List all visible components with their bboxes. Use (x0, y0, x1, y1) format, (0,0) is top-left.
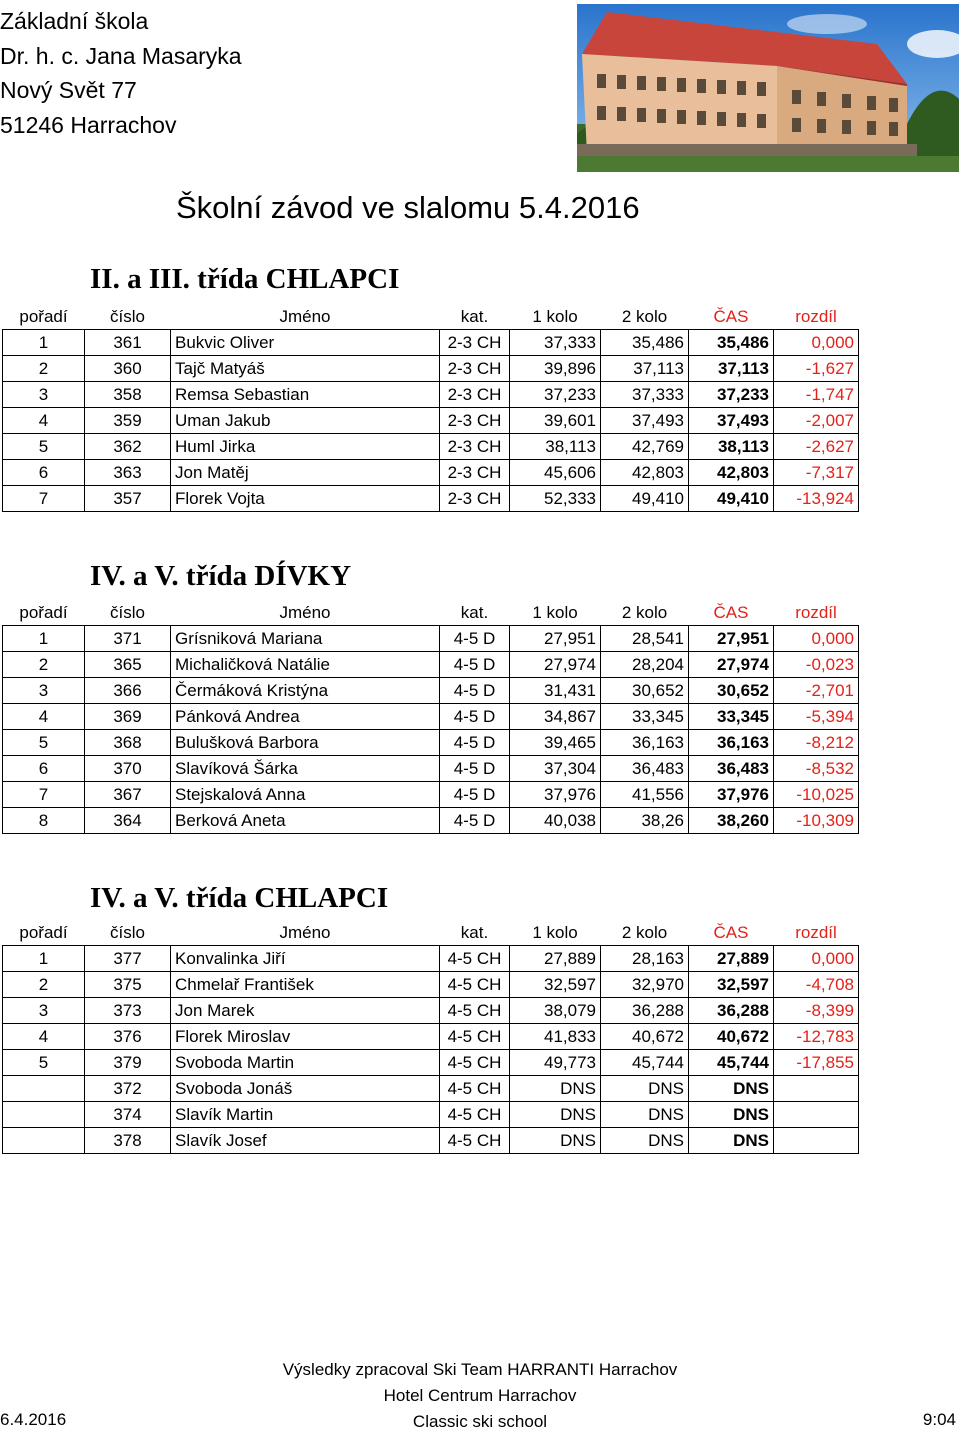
cell-run1: DNS (510, 1128, 601, 1154)
cell-name: Florek Vojta (171, 486, 440, 512)
cell-number: 366 (85, 678, 171, 704)
col-header-name: Jméno (279, 602, 331, 622)
cell-category: 4-5 D (440, 808, 510, 834)
cell-rank: 1 (3, 626, 85, 652)
cell-category: 4-5 CH (440, 946, 510, 972)
cell-number: 370 (85, 756, 171, 782)
school-building-illustration (577, 4, 959, 172)
col-header-run2: 2 kolo (621, 306, 668, 326)
cell-number: 374 (85, 1102, 171, 1128)
table-row (3, 808, 859, 834)
cell-run2: 49,410 (601, 486, 689, 512)
cell-run1: 32,597 (510, 972, 601, 998)
cell-number: 363 (85, 460, 171, 486)
cell-category: 4-5 CH (440, 1128, 510, 1154)
cell-run2: DNS (601, 1128, 689, 1154)
cell-time: 27,951 (689, 626, 774, 652)
cell-number: 375 (85, 972, 171, 998)
cell-difference: -1,747 (774, 382, 859, 408)
cell-run1: 27,889 (510, 946, 601, 972)
cell-rank: 5 (3, 730, 85, 756)
cell-run1: 39,896 (510, 356, 601, 382)
table-row (3, 1102, 859, 1128)
footer-sponsor: Classic ski school (412, 1412, 548, 1431)
col-header-category: kat. (460, 602, 489, 622)
cell-run1: 34,867 (510, 704, 601, 730)
cell-difference: -8,532 (774, 756, 859, 782)
cell-run2: 41,556 (601, 782, 689, 808)
cell-difference: -10,025 (774, 782, 859, 808)
section-title: IV. a V. třída CHLAPCI (90, 882, 389, 914)
cell-number: 378 (85, 1128, 171, 1154)
cell-name: Jon Matěj (171, 460, 440, 486)
cell-run1: 38,113 (510, 434, 601, 460)
cell-rank: 7 (3, 486, 85, 512)
cell-run2: 45,744 (601, 1050, 689, 1076)
cell-run1: 39,601 (510, 408, 601, 434)
table-row (3, 652, 859, 678)
table-row (3, 330, 859, 356)
cell-number: 373 (85, 998, 171, 1024)
cell-category: 4-5 D (440, 756, 510, 782)
cell-name: Uman Jakub (171, 408, 440, 434)
school-address (0, 4, 242, 142)
cell-category: 4-5 D (440, 678, 510, 704)
col-header-category: kat. (460, 922, 489, 942)
cell-category: 2-3 CH (440, 408, 510, 434)
cell-difference: -2,627 (774, 434, 859, 460)
cell-category: 4-5 D (440, 652, 510, 678)
col-header-time: ČAS (713, 602, 749, 622)
school-street: Nový Svět 77 (0, 77, 137, 103)
cell-number: 379 (85, 1050, 171, 1076)
cell-time: 36,483 (689, 756, 774, 782)
cell-run2: 35,486 (601, 330, 689, 356)
cell-difference: -5,394 (774, 704, 859, 730)
cell-time: 37,113 (689, 356, 774, 382)
cell-time: 38,260 (689, 808, 774, 834)
cell-name: Bukvic Oliver (171, 330, 440, 356)
cell-category: 2-3 CH (440, 356, 510, 382)
cell-rank: 2 (3, 972, 85, 998)
cell-run2: 38,26 (601, 808, 689, 834)
cell-category: 4-5 CH (440, 998, 510, 1024)
cell-name: Svoboda Jonáš (171, 1076, 440, 1102)
cell-run1: 37,333 (510, 330, 601, 356)
cell-name: Remsa Sebastian (171, 382, 440, 408)
table-row (3, 1024, 859, 1050)
cell-time: 30,652 (689, 678, 774, 704)
col-header-rank: pořadí (19, 602, 68, 622)
cell-time: DNS (689, 1102, 774, 1128)
results-table (2, 304, 859, 512)
cell-category: 2-3 CH (440, 486, 510, 512)
col-header-name: Jméno (279, 922, 331, 942)
cell-run2: 32,970 (601, 972, 689, 998)
cell-run1: 27,974 (510, 652, 601, 678)
cell-run2: 42,803 (601, 460, 689, 486)
cell-run1: 31,431 (510, 678, 601, 704)
cell-rank (3, 1128, 85, 1154)
cell-difference: 0,000 (774, 946, 859, 972)
cell-time: DNS (689, 1076, 774, 1102)
table-row (3, 756, 859, 782)
cell-rank: 4 (3, 1024, 85, 1050)
cell-number: 371 (85, 626, 171, 652)
table-row (3, 408, 859, 434)
col-header-name: Jméno (279, 306, 331, 326)
col-header-difference: rozdíl (795, 602, 837, 622)
cell-category: 4-5 CH (440, 1076, 510, 1102)
table-body (3, 330, 859, 512)
table-row (3, 972, 859, 998)
cell-run1: 41,833 (510, 1024, 601, 1050)
table-header-row (3, 920, 859, 946)
section-title: IV. a V. třída DÍVKY (90, 560, 352, 592)
cell-number: 369 (85, 704, 171, 730)
cell-rank: 4 (3, 408, 85, 434)
col-header-number: číslo (110, 922, 145, 942)
cell-difference: -0,023 (774, 652, 859, 678)
cell-difference: -7,317 (774, 460, 859, 486)
cell-difference: -8,399 (774, 998, 859, 1024)
cell-name: Slavíková Šárka (171, 756, 440, 782)
table-row (3, 730, 859, 756)
cell-difference: -4,708 (774, 972, 859, 998)
cell-time: DNS (689, 1128, 774, 1154)
table-row (3, 1076, 859, 1102)
cell-run1: 37,304 (510, 756, 601, 782)
cell-number: 364 (85, 808, 171, 834)
cell-time: 37,233 (689, 382, 774, 408)
cell-run2: 37,333 (601, 382, 689, 408)
cell-name: Huml Jirka (171, 434, 440, 460)
col-header-rank: pořadí (19, 306, 68, 326)
col-header-run1: 1 kolo (532, 922, 578, 942)
cell-category: 2-3 CH (440, 434, 510, 460)
table-row (3, 946, 859, 972)
cell-name: Slavík Josef (171, 1128, 440, 1154)
cell-name: Tajč Matyáš (171, 356, 440, 382)
cell-category: 4-5 D (440, 782, 510, 808)
cell-number: 367 (85, 782, 171, 808)
cell-run2: 42,769 (601, 434, 689, 460)
cell-name: Jon Marek (171, 998, 440, 1024)
cell-category: 4-5 CH (440, 1024, 510, 1050)
cell-category: 4-5 CH (440, 1102, 510, 1128)
cell-name: Chmelař František (171, 972, 440, 998)
cell-rank: 5 (3, 434, 85, 460)
school-building-photo (577, 4, 959, 172)
cell-time: 49,410 (689, 486, 774, 512)
cell-run1: 37,976 (510, 782, 601, 808)
cell-run1: 52,333 (510, 486, 601, 512)
cell-difference (774, 1128, 859, 1154)
cell-category: 2-3 CH (440, 460, 510, 486)
footer-date: 6.4.2016 (0, 1410, 67, 1429)
cell-rank: 7 (3, 782, 85, 808)
cell-rank: 8 (3, 808, 85, 834)
cell-time: 37,976 (689, 782, 774, 808)
cell-difference: -13,924 (774, 486, 859, 512)
cell-run1: 38,079 (510, 998, 601, 1024)
results-table (2, 920, 859, 1154)
school-name-line: Dr. h. c. Jana Masaryka (0, 42, 242, 69)
table-row (3, 998, 859, 1024)
col-header-run2: 2 kolo (621, 922, 668, 942)
cell-difference: 0,000 (774, 626, 859, 652)
cell-rank: 2 (3, 652, 85, 678)
cell-number: 368 (85, 730, 171, 756)
cell-time: 36,163 (689, 730, 774, 756)
cell-difference (774, 1102, 859, 1128)
table-row (3, 486, 859, 512)
cell-number: 376 (85, 1024, 171, 1050)
cell-difference: -1,627 (774, 356, 859, 382)
cell-number: 377 (85, 946, 171, 972)
footer-sponsor: Hotel Centrum Harrachov (383, 1386, 577, 1405)
table-row (3, 460, 859, 486)
cell-difference: -8,212 (774, 730, 859, 756)
cell-difference: 0,000 (774, 330, 859, 356)
results-table (2, 600, 859, 834)
table-row (3, 434, 859, 460)
footer-time: 9:04 (922, 1410, 956, 1429)
school-name-line: Základní škola (0, 8, 149, 34)
table-body (3, 626, 859, 834)
cell-run2: 36,483 (601, 756, 689, 782)
cell-run2: 30,652 (601, 678, 689, 704)
cell-run1: 39,465 (510, 730, 601, 756)
cell-rank (3, 1102, 85, 1128)
cell-number: 357 (85, 486, 171, 512)
table-header-row (3, 304, 859, 330)
col-header-time: ČAS (713, 306, 749, 326)
cell-name: Pánková Andrea (171, 704, 440, 730)
school-city: 51246 Harrachov (0, 111, 177, 138)
table-row (3, 356, 859, 382)
cell-run2: 28,163 (601, 946, 689, 972)
cell-time: 35,486 (689, 330, 774, 356)
table-body (3, 946, 859, 1154)
cell-run1: DNS (510, 1102, 601, 1128)
cell-time: 27,889 (689, 946, 774, 972)
cell-name: Slavík Martin (171, 1102, 440, 1128)
cell-rank (3, 1076, 85, 1102)
table-header-row (3, 600, 859, 626)
col-header-run1: 1 kolo (532, 306, 578, 326)
cell-rank: 3 (3, 998, 85, 1024)
col-header-difference: rozdíl (795, 922, 837, 942)
cell-time: 27,974 (689, 652, 774, 678)
cell-name: Stejskalová Anna (171, 782, 440, 808)
cell-category: 4-5 D (440, 626, 510, 652)
section-title: II. a III. třída CHLAPCI (90, 263, 400, 295)
cell-name: Svoboda Martin (171, 1050, 440, 1076)
cell-run1: 45,606 (510, 460, 601, 486)
cell-difference (774, 1076, 859, 1102)
table-row (3, 782, 859, 808)
cell-run1: DNS (510, 1076, 601, 1102)
cell-name: Berková Aneta (171, 808, 440, 834)
cell-time: 32,597 (689, 972, 774, 998)
cell-run2: DNS (601, 1076, 689, 1102)
cell-run2: DNS (601, 1102, 689, 1128)
cell-name: Grísniková Mariana (171, 626, 440, 652)
col-header-difference: rozdíl (795, 306, 837, 326)
cell-run1: 37,233 (510, 382, 601, 408)
cell-rank: 2 (3, 356, 85, 382)
cell-number: 358 (85, 382, 171, 408)
cell-run1: 27,951 (510, 626, 601, 652)
cell-run1: 40,038 (510, 808, 601, 834)
cell-run2: 28,541 (601, 626, 689, 652)
cell-difference: -17,855 (774, 1050, 859, 1076)
cell-run2: 37,113 (601, 356, 689, 382)
cell-time: 37,493 (689, 408, 774, 434)
race-title: Školní závod ve slalomu 5.4.2016 (176, 190, 640, 225)
cell-rank: 6 (3, 756, 85, 782)
table-row (3, 626, 859, 652)
cell-category: 2-3 CH (440, 330, 510, 356)
col-header-category: kat. (460, 306, 489, 326)
col-header-run2: 2 kolo (621, 602, 668, 622)
cell-time: 33,345 (689, 704, 774, 730)
cell-time: 40,672 (689, 1024, 774, 1050)
table-row (3, 382, 859, 408)
cell-number: 361 (85, 330, 171, 356)
cell-run2: 36,288 (601, 998, 689, 1024)
table-row (3, 704, 859, 730)
col-header-time: ČAS (713, 922, 749, 942)
cell-rank: 4 (3, 704, 85, 730)
cell-rank: 3 (3, 382, 85, 408)
cell-number: 372 (85, 1076, 171, 1102)
cell-name: Konvalinka Jiří (171, 946, 440, 972)
col-header-rank: pořadí (19, 922, 68, 942)
cell-number: 360 (85, 356, 171, 382)
cell-run1: 49,773 (510, 1050, 601, 1076)
cell-number: 365 (85, 652, 171, 678)
cell-name: Florek Miroslav (171, 1024, 440, 1050)
cell-rank: 3 (3, 678, 85, 704)
cell-run2: 28,204 (601, 652, 689, 678)
cell-name: Michaličková Natálie (171, 652, 440, 678)
cell-difference: -2,701 (774, 678, 859, 704)
cell-run2: 40,672 (601, 1024, 689, 1050)
cell-number: 359 (85, 408, 171, 434)
cell-time: 42,803 (689, 460, 774, 486)
cell-category: 2-3 CH (440, 382, 510, 408)
cell-time: 38,113 (689, 434, 774, 460)
col-header-number: číslo (110, 602, 145, 622)
cell-run2: 33,345 (601, 704, 689, 730)
cell-category: 4-5 CH (440, 1050, 510, 1076)
cell-time: 36,288 (689, 998, 774, 1024)
cell-rank: 5 (3, 1050, 85, 1076)
cell-number: 362 (85, 434, 171, 460)
table-row (3, 1050, 859, 1076)
col-header-number: číslo (110, 306, 145, 326)
cell-category: 4-5 CH (440, 972, 510, 998)
cell-run2: 37,493 (601, 408, 689, 434)
cell-difference: -10,309 (774, 808, 859, 834)
cell-rank: 1 (3, 946, 85, 972)
table-row (3, 678, 859, 704)
cell-difference: -2,007 (774, 408, 859, 434)
table-row (3, 1128, 859, 1154)
cell-difference: -12,783 (774, 1024, 859, 1050)
cell-time: 45,744 (689, 1050, 774, 1076)
cell-run2: 36,163 (601, 730, 689, 756)
footer-credit: Výsledky zpracoval Ski Team HARRANTI Harrachov (282, 1360, 678, 1379)
cell-category: 4-5 D (440, 730, 510, 756)
cell-rank: 6 (3, 460, 85, 486)
cell-rank: 1 (3, 330, 85, 356)
cell-name: Čermáková Kristýna (171, 678, 440, 704)
cell-name: Bulušková Barbora (171, 730, 440, 756)
col-header-run1: 1 kolo (532, 602, 578, 622)
cell-category: 4-5 D (440, 704, 510, 730)
